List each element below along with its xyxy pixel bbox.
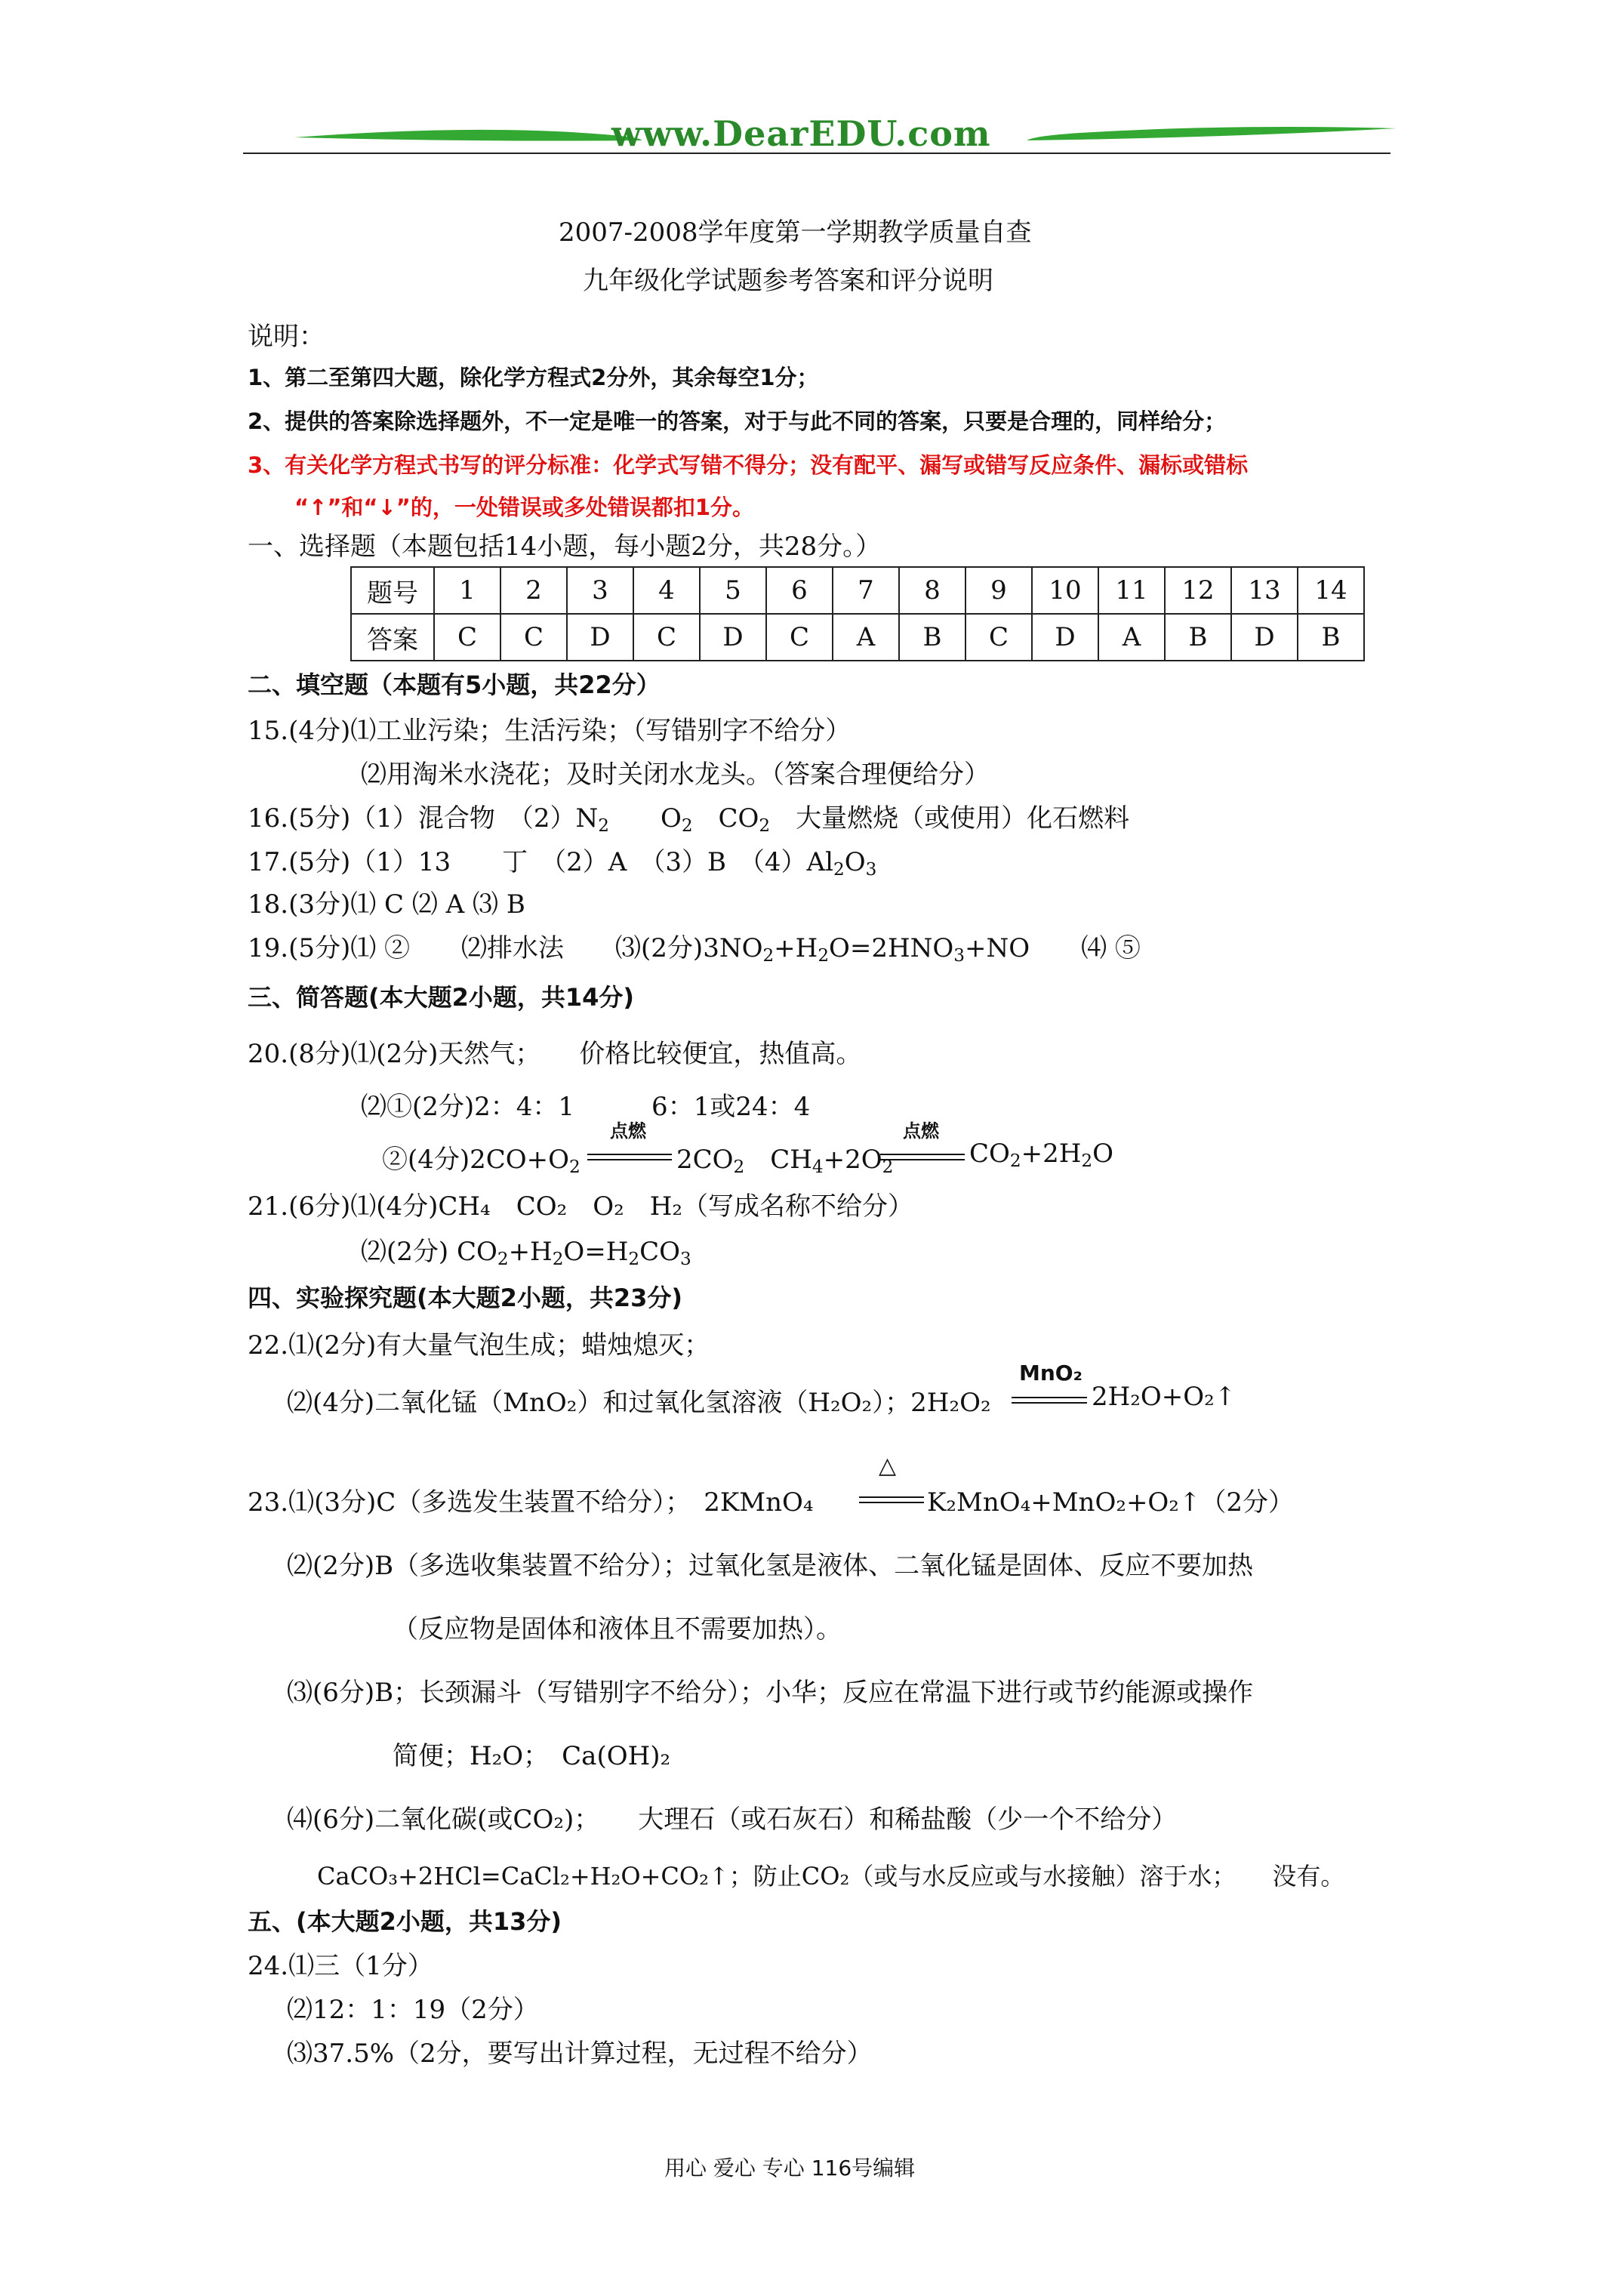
- subscript: 3: [953, 945, 965, 966]
- q19-text: +H: [774, 933, 818, 963]
- q15-line1: 15.(4分)⑴工业污染；生活污染；（写错别字不给分）: [248, 716, 852, 746]
- table-cell: B: [899, 614, 965, 661]
- q20-text: ②(4分)2CO+O: [382, 1145, 570, 1175]
- table-cell: D: [1032, 614, 1098, 661]
- subscript: 2: [833, 859, 845, 880]
- table-cell: 4: [633, 567, 700, 614]
- equals-bar: [859, 1496, 924, 1503]
- q23-line1-product: K₂MnO₄+MnO₂+O₂↑（2分）: [927, 1487, 1295, 1518]
- q24-line2: ⑵12：1：19（2分）: [287, 1995, 539, 2025]
- equals-bar: [587, 1154, 672, 1160]
- section4-heading: 四、实验探究题(本大题2小题，共23分): [248, 1284, 683, 1312]
- subscript: 2: [497, 1249, 509, 1269]
- q17-text: O: [844, 847, 866, 877]
- logo-text: www.DearEDU.com: [611, 113, 991, 154]
- q24-line3: ⑶37.5%（2分，要写出计算过程，无过程不给分）: [287, 2039, 873, 2069]
- table-row-answers: [351, 614, 1364, 661]
- table-cell: D: [700, 614, 766, 661]
- q16-text: 大量燃烧（或使用）化石燃料: [770, 803, 1130, 834]
- q23-line1: 23.⑴(3分)C（多选发生装置不给分）； 2KMnO₄: [248, 1487, 814, 1518]
- table-cell: B: [1165, 614, 1231, 661]
- table-cell: B: [1298, 614, 1364, 661]
- table-cell: C: [500, 614, 567, 661]
- condition-ignite: 点燃: [903, 1120, 939, 1142]
- q19-text: O=2HNO: [829, 933, 954, 963]
- q18: 18.(3分)⑴ C ⑵ A ⑶ B: [248, 889, 525, 920]
- subscript: 4: [812, 1157, 824, 1177]
- table-cell: 9: [965, 567, 1032, 614]
- q20-text: +2H: [1021, 1139, 1082, 1169]
- section5-heading: 五、(本大题2小题，共13分): [248, 1907, 562, 1936]
- q22-line2: ⑵(4分)二氧化锰（MnO₂）和过氧化氢溶液（H₂O₂）；2H₂O₂: [287, 1388, 991, 1418]
- table-cell: 7: [833, 567, 899, 614]
- subscript: 3: [680, 1249, 691, 1269]
- q23-line4: ⑶(6分)B；长颈漏斗（写错别字不给分）；小华；反应在常温下进行或节约能源或操作: [287, 1678, 1254, 1708]
- q20-line2: ⑵①(2分)2：4：1 6：1或24：4: [361, 1092, 811, 1122]
- doc-title-line2: 九年级化学试题参考答案和评分说明: [583, 266, 993, 296]
- q23-line6: ⑷(6分)二氧化碳(或CO₂)； 大理石（或石灰石）和稀盐酸（少一个不给分）: [287, 1804, 1178, 1835]
- section3-heading: 三、简答题(本大题2小题，共14分): [248, 983, 635, 1012]
- subscript: 2: [552, 1249, 564, 1269]
- q16-text: 16.(5分)（1）混合物 （2）N: [248, 803, 599, 834]
- q20-line3-right: [969, 1139, 1113, 1169]
- doc-title-line1: 2007-2008学年度第一学期教学质量自查: [559, 217, 1032, 248]
- subscript: 2: [1081, 1151, 1093, 1171]
- table-cell: A: [1098, 614, 1165, 661]
- q20-text: +2O: [823, 1145, 882, 1175]
- table-cell: 8: [899, 567, 965, 614]
- note-3-line1: 3、有关化学方程式书写的评分标准：化学式写错不得分；没有配平、漏写或错写反应条件、漏标或错标: [248, 452, 1249, 478]
- table-cell: D: [567, 614, 633, 661]
- table-cell: C: [766, 614, 833, 661]
- subscript: 2: [762, 945, 775, 966]
- notes-heading: 说明：: [248, 322, 325, 352]
- q20-line3-mid: [676, 1139, 893, 1176]
- q19: [248, 927, 1141, 964]
- q21-text: ⑵(2分) CO: [361, 1237, 497, 1267]
- q19-text: 19.(5分)⑴ ② ⑵排水法 ⑶(2分)3NO: [248, 933, 763, 963]
- table-cell: 12: [1165, 567, 1231, 614]
- table-cell: 5: [700, 567, 766, 614]
- table-cell: 10: [1032, 567, 1098, 614]
- table-cell: 13: [1231, 567, 1298, 614]
- answer-table: [350, 566, 1365, 661]
- q16-text: O: [608, 803, 682, 834]
- q23-line7: CaCO₃+2HCl=CaCl₂+H₂O+CO₂↑；防止CO₂（或与水反应或与水接触）溶于水； 没有。: [317, 1862, 1345, 1891]
- subscript: 2: [1009, 1151, 1021, 1171]
- table-row-numbers: [351, 567, 1364, 614]
- subscript: 2: [759, 815, 771, 836]
- condition-mno2: MnO₂: [1019, 1361, 1083, 1385]
- q21-text: CO: [639, 1237, 681, 1267]
- q23-line2: ⑵(2分)B（多选收集装置不给分）；过氧化氢是液体、二氧化锰是固体、反应不要加热: [287, 1551, 1254, 1581]
- subscript: 2: [818, 945, 830, 966]
- section1-heading: 一、选择题（本题包括14小题，每小题2分，共28分。）: [248, 532, 882, 562]
- q22-line1: 22.⑴(2分)有大量气泡生成；蜡烛熄灭；: [248, 1330, 710, 1361]
- table-cell: 14: [1298, 567, 1364, 614]
- q20-text: 2CO: [676, 1145, 734, 1175]
- q21-text: +H: [508, 1237, 553, 1267]
- equals-bar: [1012, 1397, 1087, 1404]
- condition-heat: △: [879, 1453, 897, 1479]
- table-cell: 3: [567, 567, 633, 614]
- q16-text: CO: [692, 803, 759, 834]
- row-label-number: 题号: [351, 567, 434, 614]
- q20-text: CH: [744, 1145, 812, 1175]
- header-rule: [243, 153, 1390, 154]
- q20-line1: 20.(8分)⑴(2分)天然气； 价格比较便宜，热值高。: [248, 1039, 862, 1069]
- q21-line1: 21.(6分)⑴(4分)CH₄ CO₂ O₂ H₂（写成名称不给分）: [248, 1191, 913, 1222]
- q23-line3: （反应物是固体和液体且不需要加热）。: [393, 1614, 842, 1644]
- subscript: 2: [733, 1157, 745, 1177]
- q17: [248, 841, 876, 878]
- table-cell: C: [434, 614, 500, 661]
- q21-text: O=H: [563, 1237, 629, 1267]
- table-cell: A: [833, 614, 899, 661]
- table-cell: 6: [766, 567, 833, 614]
- q24-line1: 24.⑴三（1分）: [248, 1951, 433, 1981]
- table-cell: 1: [434, 567, 500, 614]
- note-1: 1、第二至第四大题，除化学方程式2分外，其余每空1分；: [248, 365, 819, 390]
- q21-line2: [361, 1231, 691, 1268]
- q20-text: O: [1092, 1139, 1113, 1169]
- q15-line2: ⑵用淘米水浇花；及时关闭水龙头。（答案合理便给分）: [361, 760, 990, 790]
- q20-line3-left: [382, 1139, 581, 1176]
- table-cell: 11: [1098, 567, 1165, 614]
- subscript: 2: [882, 1157, 894, 1177]
- table-cell: C: [965, 614, 1032, 661]
- q22-line2-product: 2H₂O+O₂↑: [1092, 1382, 1236, 1412]
- q17-text: 17.(5分)（1）13 丁 （2）A （3）B （4）Al: [248, 847, 833, 877]
- q19-text: +NO ⑷ ⑤: [965, 933, 1141, 963]
- section2-heading: 二、填空题（本题有5小题，共22分）: [248, 670, 661, 699]
- q23-line5: 简便；H₂O； Ca(OH)₂: [393, 1741, 671, 1771]
- note-3-line2: “↑”和“↓”的，一处错误或多处错误都扣1分。: [294, 495, 755, 520]
- table-cell: D: [1231, 614, 1298, 661]
- page-footer: 用心 爱心 专心 116号编辑: [664, 2156, 916, 2180]
- subscript: 2: [681, 815, 693, 836]
- subscript: 3: [865, 859, 877, 880]
- condition-ignite: 点燃: [610, 1120, 646, 1142]
- equals-bar: [880, 1154, 965, 1160]
- subscript: 2: [569, 1157, 581, 1177]
- table-cell: C: [633, 614, 700, 661]
- row-label-answer: 答案: [351, 614, 434, 661]
- q16: [248, 797, 1129, 834]
- subscript: 2: [628, 1249, 640, 1269]
- q20-text: CO: [969, 1139, 1010, 1169]
- subscript: 2: [598, 815, 609, 836]
- table-cell: 2: [500, 567, 567, 614]
- note-2: 2、提供的答案除选择题外，不一定是唯一的答案，对于与此不同的答案，只要是合理的，同样给分；: [248, 408, 1227, 434]
